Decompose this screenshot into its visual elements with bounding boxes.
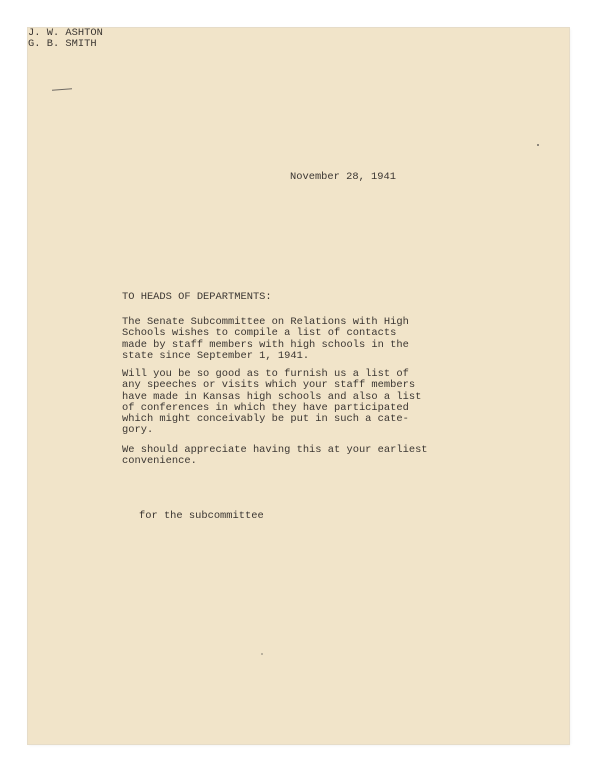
paper-mark-bottom	[261, 653, 263, 655]
letter-page	[28, 28, 569, 744]
signer-name-2: G. B. SMITH	[28, 38, 97, 51]
paper-mark-right	[537, 144, 539, 146]
body-paragraph-1: The Senate Subcommittee on Relations with High Schools wishes to compile a list of contacts made by staff members with high schools in the state since September 1, 1941.	[122, 316, 409, 362]
letter-salutation: TO HEADS OF DEPARTMENTS:	[122, 291, 272, 303]
paper-mark-left	[52, 88, 72, 90]
signer-name-1: J. W. ASHTON	[28, 27, 103, 39]
letter-date: November 28, 1941	[290, 171, 397, 183]
body-paragraph-2: Will you be so good as to furnish us a list of any speeches or visits which your staff members have made in Kansas high schools and also a list of conferences in which they have participated which might conceivably be put in such a cate- gory.	[122, 368, 422, 437]
signature-note: for the subcommittee	[139, 510, 264, 522]
signature-block	[28, 28, 569, 51]
body-paragraph-3: We should appreciate having this at your earliest convenience.	[122, 444, 428, 468]
